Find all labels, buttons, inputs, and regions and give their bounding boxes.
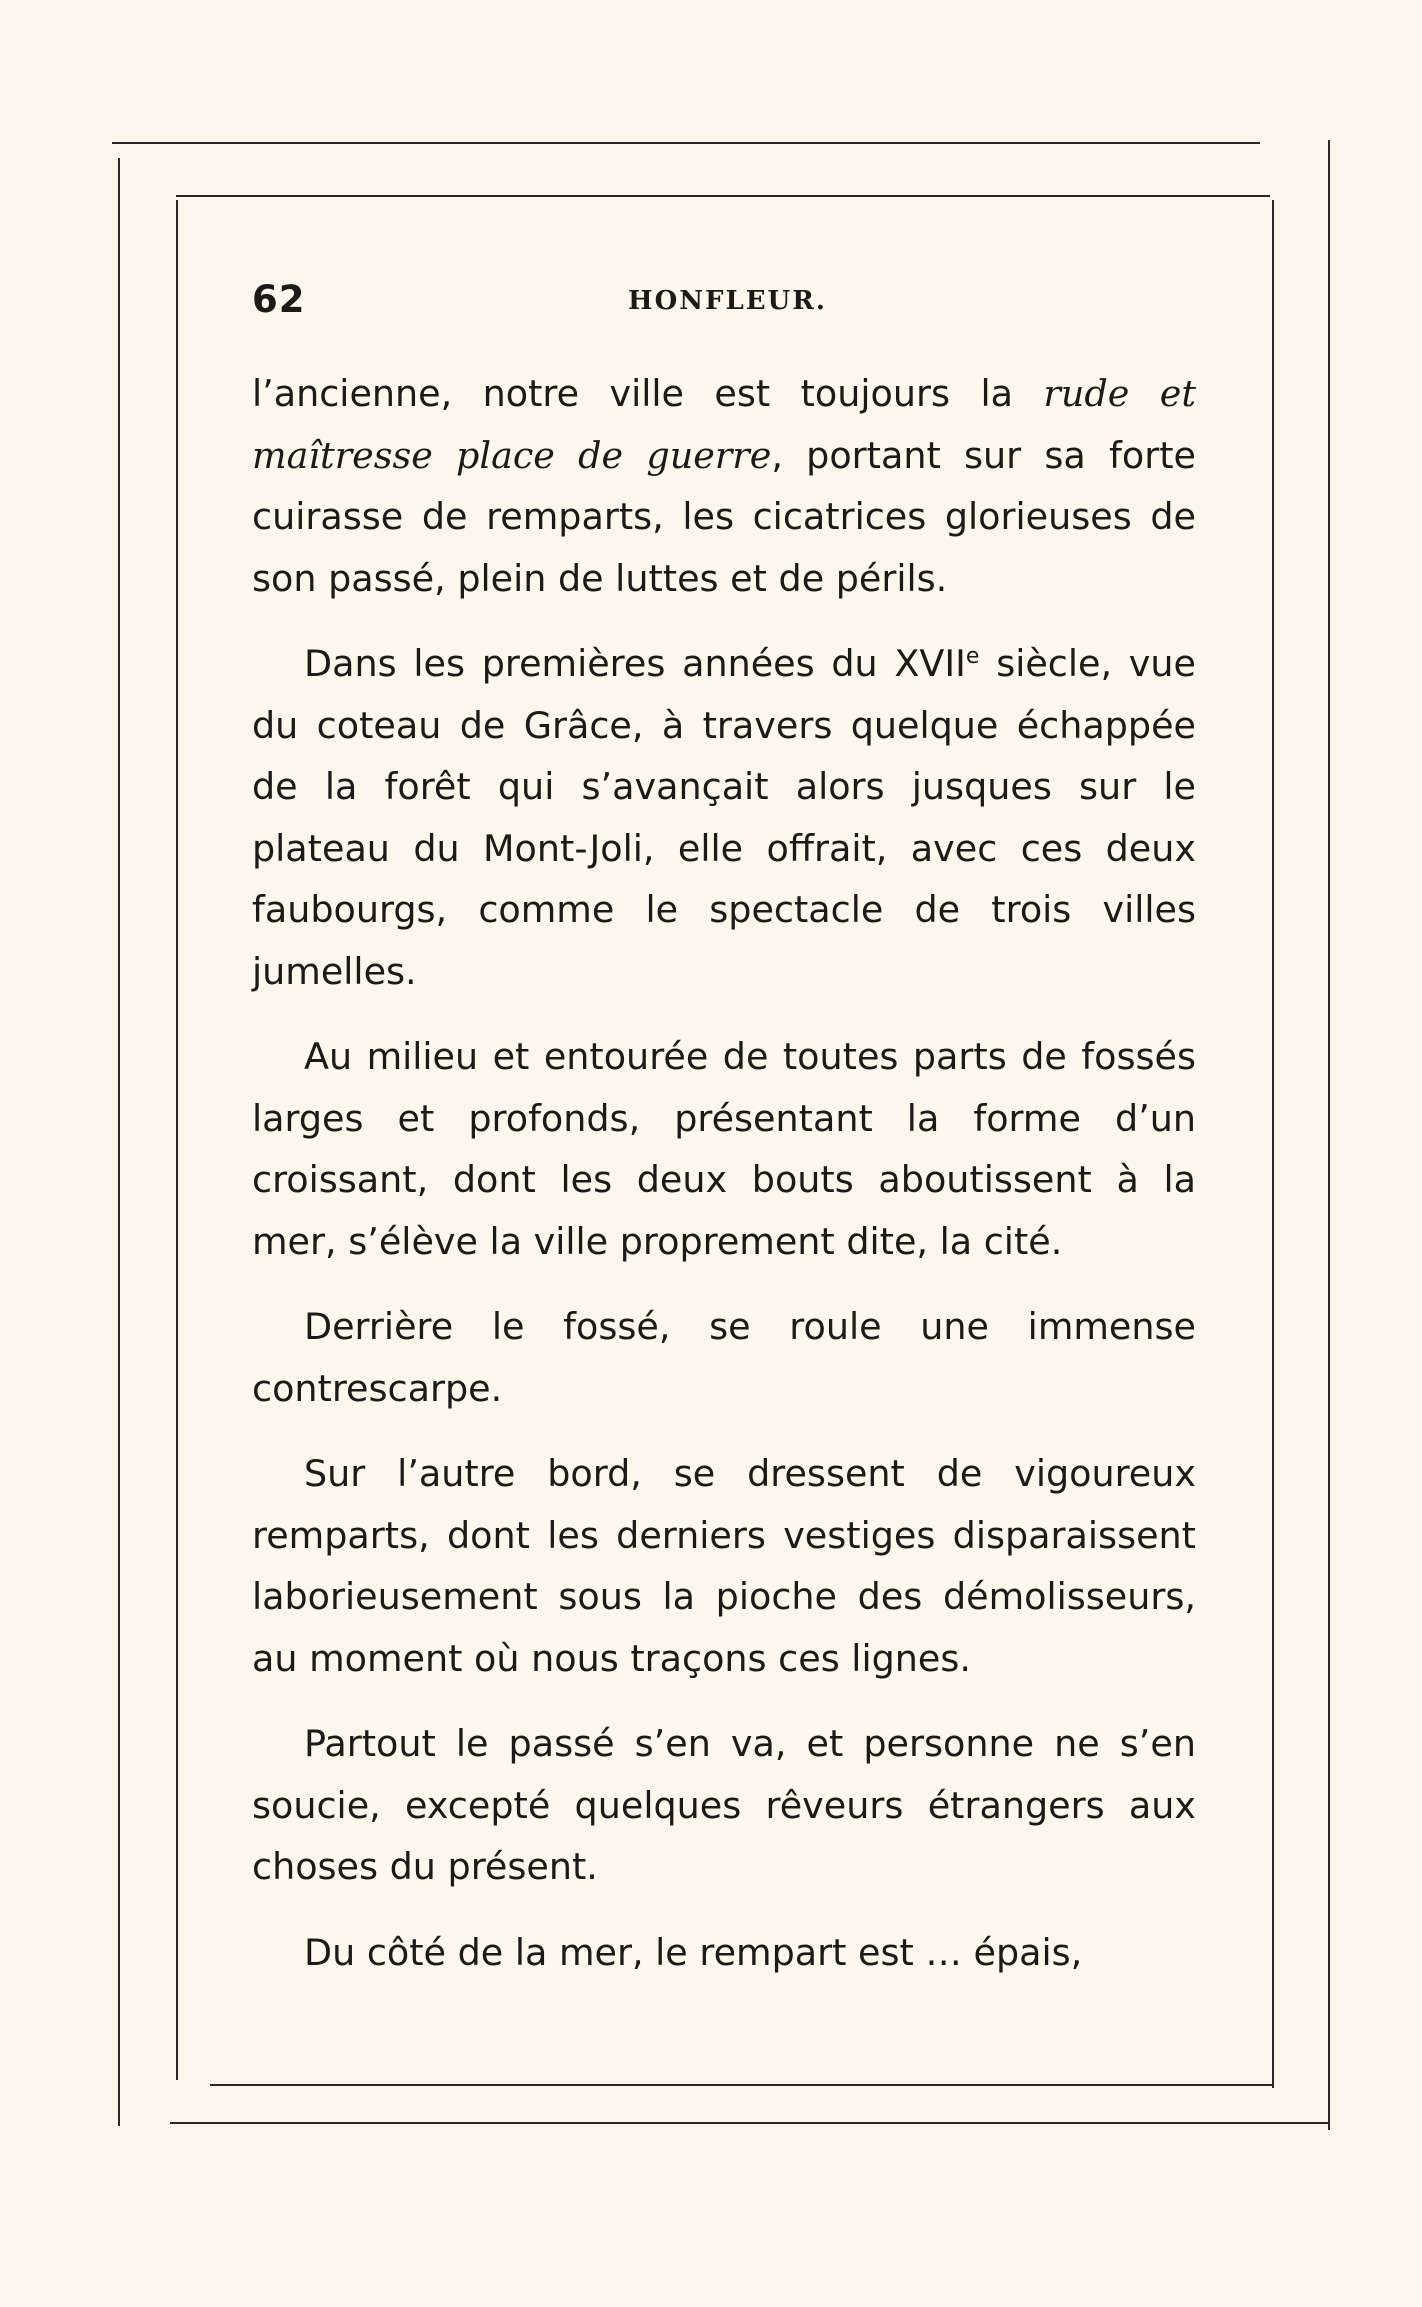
outer-frame-bottom-rule <box>170 2122 1330 2124</box>
page-header <box>252 278 1172 328</box>
outer-frame-top-rule <box>112 142 1260 144</box>
inner-frame-left-rule <box>176 200 178 2080</box>
paragraph-7: Du côté de la mer, le rempart est … épais, <box>304 1930 1083 1974</box>
paragraph-2: Dans les premières années du XVIIe siècle, vue du coteau de Grâce, à travers quelque échappée de la forêt qui s’avançait alors jusques sur le plateau du Mont-Joli, elle offrait, avec ces deux faubourgs, comme le spectacle de trois villes jumelles. <box>252 642 1196 993</box>
italic-phrase: rude et maîtresse place de guerre <box>252 372 1196 477</box>
inner-frame-bottom-rule <box>210 2084 1274 2086</box>
running-title: HONFLEUR. <box>628 286 827 316</box>
outer-frame-left-rule <box>118 158 120 2126</box>
paragraph-3: Au milieu et entourée de toutes parts de fossés larges et profonds, présentant la forme d’un croissant, dont les deux bouts aboutissent à la mer, s’élève la ville proprement dite, la cité. <box>252 1035 1196 1263</box>
outer-frame-right-rule <box>1328 140 1330 2130</box>
paragraph-1: l’ancienne, notre ville est toujours la rude et maîtresse place de guerre, portant sur sa forte cuirasse de remparts, les cicatrices glorieuses de son passé, plein de luttes et de périls. <box>252 372 1196 600</box>
paragraph-5: Sur l’autre bord, se dressent de vigoureux remparts, dont les derniers vestiges disparaissent laborieusement sous la pioche des démolisseurs, au moment où nous traçons ces lignes. <box>252 1452 1196 1680</box>
page-number: 62 <box>252 278 306 321</box>
inner-frame-top-rule <box>176 195 1270 197</box>
inner-frame-right-rule <box>1272 200 1274 2088</box>
paragraph-4: Derrière le fossé, se roule une immense contrescarpe. <box>252 1305 1196 1410</box>
body-text <box>252 363 1196 2007</box>
century-superscript: e <box>965 643 980 669</box>
paragraph-6: Partout le passé s’en va, et personne ne s’en soucie, excepté quelques rêveurs étrangers aux choses du présent. <box>252 1722 1196 1888</box>
